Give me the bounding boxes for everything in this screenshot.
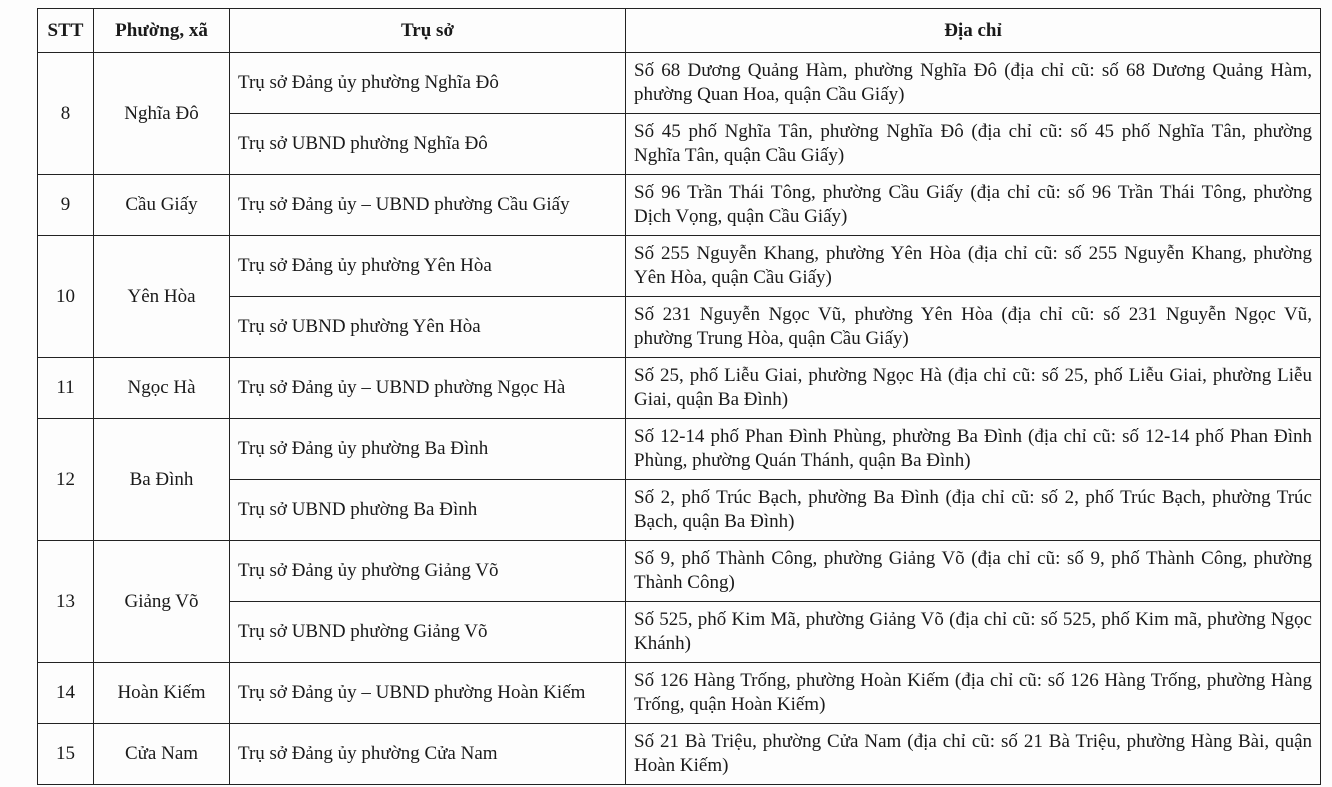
table-row [38,419,1321,480]
headquarters-cell: Trụ sở UBND phường Yên Hòa [230,297,626,358]
ward-cell: Giảng Võ [94,541,230,663]
address-cell: Số 2, phố Trúc Bạch, phường Ba Đình (địa chỉ cũ: số 2, phố Trúc Bạch, phường Trúc Bạch, quận Ba Đình) [626,480,1321,541]
address-cell: Số 255 Nguyễn Khang, phường Yên Hòa (địa chỉ cũ: số 255 Nguyễn Khang, phường Yên Hòa, quận Cầu Giấy) [626,236,1321,297]
stt-cell: 11 [38,358,94,419]
table-row [38,724,1321,785]
address-cell: Số 21 Bà Triệu, phường Cửa Nam (địa chỉ cũ: số 21 Bà Triệu, phường Hàng Bài, quận Hoàn Kiếm) [626,724,1321,785]
address-cell: Số 231 Nguyễn Ngọc Vũ, phường Yên Hòa (địa chỉ cũ: số 231 Nguyễn Ngọc Vũ, phường Trung Hòa, quận Cầu Giấy) [626,297,1321,358]
headquarters-cell: Trụ sở UBND phường Nghĩa Đô [230,114,626,175]
table-row [38,236,1321,297]
table-body [38,53,1321,785]
stt-cell: 10 [38,236,94,358]
headquarters-cell: Trụ sở Đảng ủy phường Giảng Võ [230,541,626,602]
header-address: Địa chỉ [626,9,1321,53]
table-row [38,602,1321,663]
headquarters-cell: Trụ sở UBND phường Giảng Võ [230,602,626,663]
ward-cell: Cầu Giấy [94,175,230,236]
headquarters-cell: Trụ sở Đảng ủy phường Cửa Nam [230,724,626,785]
headquarters-cell: Trụ sở Đảng ủy – UBND phường Hoàn Kiếm [230,663,626,724]
ward-cell: Ngọc Hà [94,358,230,419]
table-row [38,53,1321,114]
ward-cell: Nghĩa Đô [94,53,230,175]
address-cell: Số 68 Dương Quảng Hàm, phường Nghĩa Đô (địa chỉ cũ: số 68 Dương Quảng Hàm, phường Quan Hoa, quận Cầu Giấy) [626,53,1321,114]
ward-cell: Hoàn Kiếm [94,663,230,724]
stt-cell: 13 [38,541,94,663]
headquarters-cell: Trụ sở Đảng ủy phường Nghĩa Đô [230,53,626,114]
stt-cell: 12 [38,419,94,541]
ward-cell: Cửa Nam [94,724,230,785]
table-header-row [38,9,1321,53]
table-row [38,114,1321,175]
headquarters-cell: Trụ sở Đảng ủy – UBND phường Ngọc Hà [230,358,626,419]
address-cell: Số 45 phố Nghĩa Tân, phường Nghĩa Đô (địa chỉ cũ: số 45 phố Nghĩa Tân, phường Nghĩa Tân, quận Cầu Giấy) [626,114,1321,175]
headquarters-cell: Trụ sở Đảng ủy – UBND phường Cầu Giấy [230,175,626,236]
address-cell: Số 12-14 phố Phan Đình Phùng, phường Ba Đình (địa chỉ cũ: số 12-14 phố Phan Đình Phùng, phường Quán Thánh, quận Ba Đình) [626,419,1321,480]
address-cell: Số 9, phố Thành Công, phường Giảng Võ (địa chỉ cũ: số 9, phố Thành Công, phường Thành Công) [626,541,1321,602]
table-row [38,480,1321,541]
address-cell: Số 525, phố Kim Mã, phường Giảng Võ (địa chỉ cũ: số 525, phố Kim mã, phường Ngọc Khánh) [626,602,1321,663]
header-stt: STT [38,9,94,53]
ward-cell: Ba Đình [94,419,230,541]
stt-cell: 14 [38,663,94,724]
headquarters-cell: Trụ sở Đảng ủy phường Yên Hòa [230,236,626,297]
address-cell: Số 25, phố Liễu Giai, phường Ngọc Hà (địa chỉ cũ: số 25, phố Liễu Giai, phường Liễu Giai, quận Ba Đình) [626,358,1321,419]
header-ward: Phường, xã [94,9,230,53]
headquarters-table [37,8,1321,785]
address-cell: Số 96 Trần Thái Tông, phường Cầu Giấy (địa chỉ cũ: số 96 Trần Thái Tông, phường Dịch Vọng, quận Cầu Giấy) [626,175,1321,236]
table-row [38,358,1321,419]
header-headquarters: Trụ sở [230,9,626,53]
stt-cell: 8 [38,53,94,175]
headquarters-cell: Trụ sở Đảng ủy phường Ba Đình [230,419,626,480]
table-row [38,175,1321,236]
table-row [38,297,1321,358]
table-row [38,541,1321,602]
stt-cell: 9 [38,175,94,236]
headquarters-cell: Trụ sở UBND phường Ba Đình [230,480,626,541]
address-cell: Số 126 Hàng Trống, phường Hoàn Kiếm (địa chỉ cũ: số 126 Hàng Trống, phường Hàng Trống, quận Hoàn Kiếm) [626,663,1321,724]
stt-cell: 15 [38,724,94,785]
table-row [38,663,1321,724]
ward-cell: Yên Hòa [94,236,230,358]
